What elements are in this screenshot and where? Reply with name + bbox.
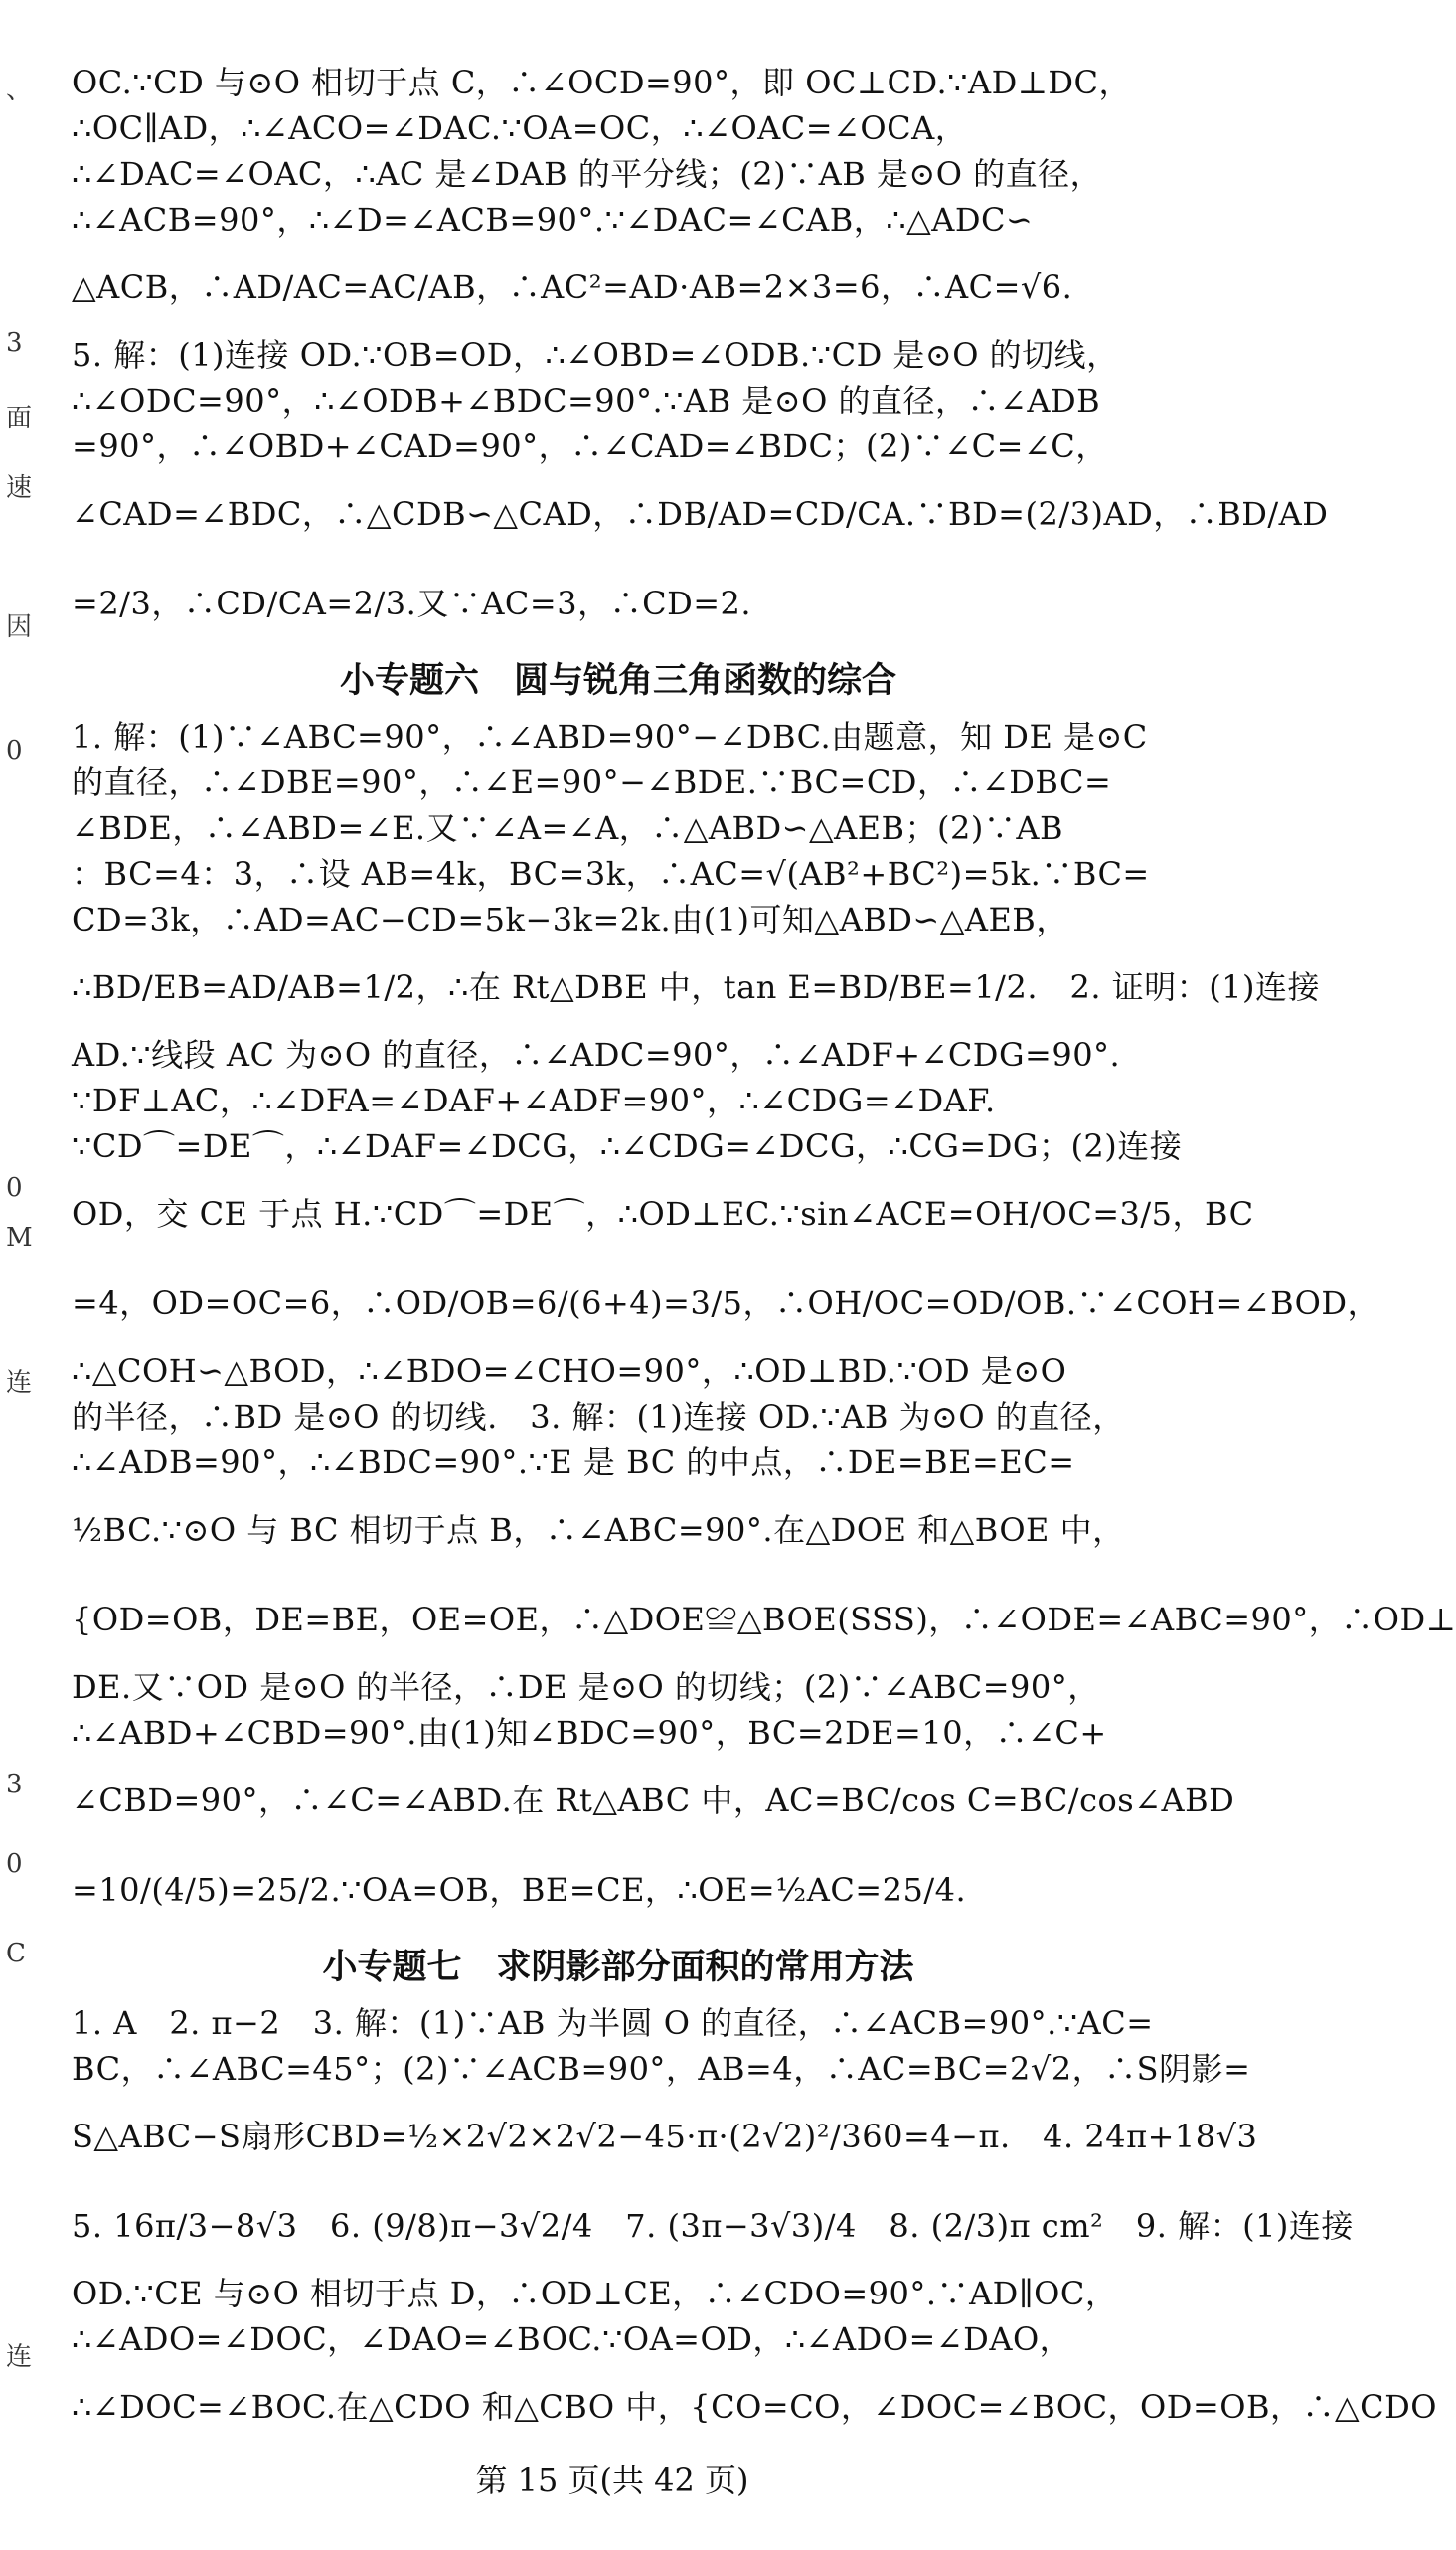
- text-line: AD.∵线段 AC 为⊙O 的直径，∴∠ADC=90°，∴∠ADF+∠CDG=90°.: [72, 1036, 1121, 1074]
- text-line: ∴∠ABD+∠CBD=90°.由(1)知∠BDC=90°，BC=2DE=10，∴∠C+: [72, 1714, 1107, 1752]
- text-line: 1. 解：(1)∵∠ABC=90°，∴∠ABD=90°−∠DBC.由题意，知 DE 是⊙C: [72, 718, 1148, 756]
- block-bottom: [72, 2000, 1437, 2452]
- margin-mark: 速: [6, 473, 33, 503]
- section-heading-7: 小专题七 求阴影部分面积的常用方法: [322, 1948, 914, 1987]
- text-line: ∠BDE，∴∠ABD=∠E.又∵∠A=∠A，∴△ABD∽△AEB；(2)∵AB: [72, 809, 1064, 847]
- block-mid: [72, 714, 1456, 1935]
- text-line: ∵CD⌒=DE⌒，∴∠DAF=∠DCG，∴∠CDG=∠DCG，∴CG=DG；(2)连接: [72, 1127, 1183, 1165]
- left-margin-marks: [0, 0, 40, 2550]
- text-line: OD.∵CE 与⊙O 相切于点 D，∴OD⊥CE，∴∠CDO=90°.∵AD∥OC，: [72, 2275, 1118, 2312]
- margin-mark: 0: [6, 1849, 23, 1879]
- margin-mark: M: [6, 1223, 33, 1253]
- margin-mark: 0: [6, 736, 23, 765]
- text-line: =90°，∴∠OBD+∠CAD=90°，∴∠CAD=∠BDC；(2)∵∠C=∠C，: [72, 427, 1108, 465]
- text-line: {OD=OB，DE=BE，OE=OE，∴△DOE≌△BOE(SSS)，∴∠ODE=∠ABC=90°，∴OD⊥: [72, 1601, 1456, 1638]
- text-line: ∴∠DOC=∠BOC.在△CDO 和△CBO 中，{CO=CO，∠DOC=∠BOC，OD=OB，∴△CDO: [72, 2388, 1437, 2426]
- text-line: ∴OC∥AD，∴∠ACO=∠DAC.∵OA=OC，∴∠OAC=∠OCA，: [72, 109, 968, 147]
- text-line: ∴∠ADB=90°，∴∠BDC=90°.∵E 是 BC 的中点，∴DE=BE=EC=: [72, 1444, 1075, 1481]
- section-heading-6: 小专题六 圆与锐角三角函数的综合: [339, 661, 896, 701]
- block-top: [72, 60, 1329, 648]
- text-line: =2/3，∴CD/CA=2/3.又∵AC=3，∴CD=2.: [72, 585, 752, 622]
- margin-mark: 、: [6, 76, 33, 105]
- margin-mark: 连: [6, 2342, 33, 2372]
- text-line: ：BC=4：3，∴设 AB=4k，BC=3k，∴AC=√(AB²+BC²)=5k.∵BC=: [72, 855, 1150, 893]
- text-line: 5. 解：(1)连接 OD.∵OB=OD，∴∠OBD=∠ODB.∵CD 是⊙O 的切线，: [72, 336, 1119, 374]
- margin-mark: 因: [6, 612, 33, 642]
- text-line: 1. A 2. π−2 3. 解：(1)∵AB 为半圆 O 的直径，∴∠ACB=90°.∵AC=: [72, 2004, 1154, 2042]
- text-line: =4，OD=OC=6，∴OD/OB=6/(6+4)=3/5，∴OH/OC=OD/OB.∵∠COH=∠BOD，: [72, 1284, 1380, 1322]
- text-line: 的半径，∴BD 是⊙O 的切线. 3. 解：(1)连接 OD.∵AB 为⊙O 的直径，: [72, 1398, 1125, 1436]
- text-line: ∵DF⊥AC，∴∠DFA=∠DAF+∠ADF=90°，∴∠CDG=∠DAF.: [72, 1082, 996, 1119]
- margin-mark: 0: [6, 1173, 23, 1203]
- margin-mark: 3: [6, 328, 23, 358]
- text-line: ∴BD/EB=AD/AB=1/2，∴在 Rt△DBE 中，tan E=BD/BE=1/2. 2. 证明：(1)连接: [72, 968, 1321, 1006]
- text-line: ∴∠ACB=90°，∴∠D=∠ACB=90°.∵∠DAC=∠CAB，∴△ADC∽: [72, 201, 1034, 239]
- text-line: △ACB，∴AD/AC=AC/AB，∴AC²=AD·AB=2×3=6，∴AC=√6.: [72, 268, 1073, 306]
- text-line: ∴△COH∽△BOD，∴∠BDO=∠CHO=90°，∴OD⊥BD.∵OD 是⊙O: [72, 1352, 1067, 1390]
- text-line: 5. 16π/3−8√3 6. (9/8)π−3√2/4 7. (3π−3√3)/4 8. (2/3)π cm² 9. 解：(1)连接: [72, 2207, 1354, 2245]
- text-line: OC.∵CD 与⊙O 相切于点 C，∴∠OCD=90°，即 OC⊥CD.∵AD⊥DC，: [72, 64, 1132, 101]
- margin-mark: 面: [6, 404, 33, 433]
- text-line: BC，∴∠ABC=45°；(2)∵∠ACB=90°，AB=4，∴AC=BC=2√2，∴S阴影=: [72, 2050, 1251, 2088]
- text-line: ∴∠ODC=90°，∴∠ODB+∠BDC=90°.∵AB 是⊙O 的直径，∴∠ADB: [72, 382, 1101, 420]
- text-line: DE.又∵OD 是⊙O 的半径，∴DE 是⊙O 的切线；(2)∵∠ABC=90°，: [72, 1668, 1100, 1706]
- text-line: 的直径，∴∠DBE=90°，∴∠E=90°−∠BDE.∵BC=CD，∴∠DBC=: [72, 764, 1112, 801]
- margin-mark: 连: [6, 1368, 33, 1398]
- text-line: =10/(4/5)=25/2.∵OA=OB，BE=CE，∴OE=½AC=25/4.: [72, 1871, 967, 1909]
- text-line: ∴∠ADO=∠DOC，∠DAO=∠BOC.∵OA=OD，∴∠ADO=∠DAO，: [72, 2320, 1072, 2358]
- page-number-footer: 第 15 页(共 42 页): [475, 2462, 749, 2499]
- text-line: CD=3k，∴AD=AC−CD=5k−3k=2k.由(1)可知△ABD∽△AEB，: [72, 901, 1068, 938]
- text-line: ∠CAD=∠BDC，∴△CDB∽△CAD，∴DB/AD=CD/CA.∵BD=(2/3)AD，∴BD/AD: [72, 495, 1329, 533]
- text-line: ∠CBD=90°，∴∠C=∠ABD.在 Rt△ABC 中，AC=BC/cos C=BC/cos∠ABD: [72, 1782, 1235, 1819]
- text-line: OD，交 CE 于点 H.∵CD⌒=DE⌒，∴OD⊥EC.∵sin∠ACE=OH/OC=3/5，BC: [72, 1195, 1254, 1233]
- margin-mark: 3: [6, 1770, 23, 1799]
- text-line: ½BC.∵⊙O 与 BC 相切于点 B，∴∠ABC=90°.在△DOE 和△BOE 中，: [72, 1511, 1125, 1549]
- text-line: S△ABC−S扇形CBD=½×2√2×2√2−45·π·(2√2)²/360=4−π. 4. 24π+18√3: [72, 2118, 1258, 2155]
- answer-page-content: [72, 60, 1456, 2452]
- text-line: ∴∠DAC=∠OAC，∴AC 是∠DAB 的平分线；(2)∵AB 是⊙O 的直径，: [72, 155, 1103, 193]
- margin-mark: C: [6, 1939, 26, 1968]
